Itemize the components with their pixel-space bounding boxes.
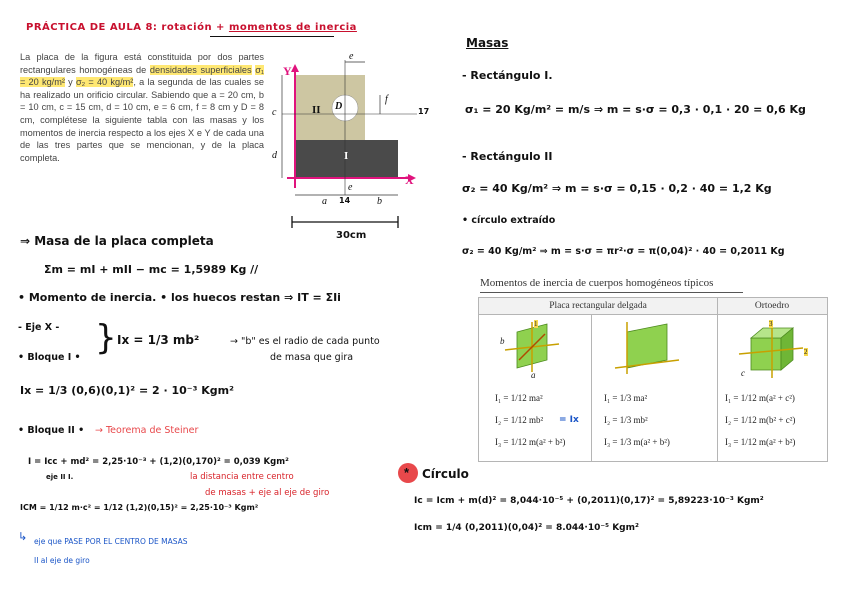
fig-label-x: X	[405, 173, 414, 187]
ortoedro-I3: I₃ = 1/12 m(a² + b²)	[725, 437, 796, 447]
distance-note-2: de masas + eje al eje de giro	[205, 488, 330, 498]
masa-placa-title: ⇒ Masa de la placa completa	[20, 234, 214, 248]
highlight-sigma2: σ₂ = 40 kg/m²	[75, 77, 134, 88]
title-underline	[210, 36, 334, 37]
fig-label-e-bot: e	[348, 182, 353, 193]
brace-icon: }	[95, 318, 117, 358]
table-axis-label-b: b	[500, 336, 505, 346]
table-title: Momentos de inercia de cuerpos homogéneos típicos	[480, 277, 714, 289]
table-axis-label-c: c	[741, 368, 745, 378]
rect1-label: - Rectángulo I.	[462, 69, 553, 82]
blue-note-1: eje que PASE POR EL CENTRO DE MASAS	[34, 537, 188, 546]
plate-edge-I1: I₁ = 1/3 ma²	[604, 393, 648, 403]
fig-label-a: a	[322, 196, 327, 207]
circ-equation: σ₂ = 40 Kg/m² ⇒ m = s·σ = πr²·σ = π(0,04)² · 40 = 0,2011 Kg	[462, 246, 785, 257]
fig-label-II: II	[312, 104, 321, 116]
eje-x-label: - Eje X -	[18, 322, 60, 333]
ortoedro-I2: I₂ = 1/12 m(b² + c²)	[725, 415, 796, 425]
ortoedro-I1: I₁ = 1/12 m(a² + c²)	[725, 393, 795, 403]
fig-label-b: b	[377, 196, 382, 207]
fig-label-f: f	[385, 94, 388, 105]
plate-edge-I3: I₃ = 1/3 m(a² + b²)	[604, 437, 670, 447]
rect2-equation: σ₂ = 40 Kg/m² ⇒ m = s·σ = 0,15 · 0,2 · 40 = 1,2 Kg	[462, 182, 772, 195]
circulo-title: Círculo	[422, 467, 469, 481]
title-part-b: momentos de inercia	[228, 22, 357, 33]
distance-note-1: la distancia entre centro	[190, 472, 294, 482]
plate-edge-I2: I₂ = 1/3 mb²	[604, 415, 648, 425]
circulo-equation-1: Ic = Icm + m(d)² = 8,044·10⁻⁵ + (0,2011)(0,17)² = 5,89223·10⁻³ Kgm²	[414, 496, 764, 506]
y-axis-arrow-icon	[291, 64, 299, 72]
steiner-subnote: eje II I.	[46, 473, 74, 481]
plate-center-I2-note: = Ix	[559, 415, 579, 425]
plate-edge-icon	[605, 320, 695, 380]
circulo-equation-2: Icm = 1/4 (0,2011)(0,04)² = 8.044·10⁻⁵ Kgm²	[414, 523, 639, 533]
fig-label-c: c	[272, 107, 277, 118]
table-axis-label-2: 2	[804, 348, 808, 356]
steiner-label: → Teorema de Steiner	[95, 425, 199, 436]
title-part-a: PRÁCTICA DE AULA 8: rotación +	[26, 22, 225, 33]
fig-label-d: d	[272, 150, 277, 161]
plate-figure	[262, 50, 440, 250]
highlight-densidades: densidades superficiales	[149, 64, 252, 75]
highlight-sigma1: σ₁ = 20 kg/m²	[20, 64, 264, 88]
problem-text-4: , a la segunda de las cuales se ha realizado un orificio circular. Sabiendo que a = 20 cm, b = 10 cm, c = 15 cm, d = 10 cm, e = 6 cm, f = 8 cm y D = 8 cm, complétese la siguiente tabla con las masas y los momentos de inercia respecto a los ejes X e Y de cada una de las tres partes que se mencionan, y de la placa completa.	[20, 77, 265, 163]
fig-label-14: 14	[339, 196, 351, 205]
blue-arrow-icon: ↳	[18, 530, 28, 543]
masa-placa-equation: Σm = mI + mII − mc = 1,5989 Kg //	[44, 263, 259, 276]
bloque2-label: • Bloque II •	[18, 425, 85, 436]
fig-label-e-top: e	[349, 51, 354, 62]
badge-star-icon: *	[404, 465, 410, 480]
ix-note-2: de masa que gira	[270, 352, 354, 363]
plate-center-I1: I₁ = 1/12 ma²	[495, 393, 543, 403]
icm-equation: ICM = 1/12 m·c² = 1/12 (1,2)(0,15)² = 2,25·10⁻³ Kgm²	[20, 503, 259, 512]
ix-result: Ix = 1/3 (0,6)(0,1)² = 2 · 10⁻³ Kgm²	[20, 384, 234, 397]
rect2-label: - Rectángulo II	[462, 150, 553, 163]
fig-label-y: Y	[283, 64, 292, 78]
rect1-equation: σ₁ = 20 Kg/m² = m/s ⇒ m = s·σ = 0,3 · 0,1 · 20 = 0,6 Kg	[465, 103, 806, 116]
inertia-table	[478, 297, 828, 462]
problem-statement	[20, 51, 264, 164]
circ-label: • círculo extraído	[462, 215, 556, 226]
ix-formula: Ix = 1/3 mb²	[117, 333, 200, 347]
table-axis-label-3: 3	[769, 320, 773, 328]
fig-label-D: D	[335, 101, 343, 112]
blue-note-2: II al eje de giro	[34, 556, 90, 565]
bloque1-label: • Bloque I •	[18, 352, 81, 363]
circle-badge	[398, 463, 418, 483]
problem-text-3: y	[64, 77, 76, 88]
ix-note-1: → "b" es el radio de cada punto	[230, 336, 380, 347]
plate-center-icon	[497, 320, 577, 380]
plate-center-I2: I₂ = 1/12 mb²	[495, 415, 544, 425]
table-axis-label-1: 1	[534, 320, 538, 328]
masas-title: Masas	[466, 36, 509, 50]
fig-label-I: I	[344, 150, 349, 162]
col-header-placa: Placa rectangular delgada	[479, 298, 717, 315]
plate-center-I3: I₃ = 1/12 m(a² + b²)	[495, 437, 566, 447]
table-divider-1	[591, 315, 592, 461]
momento-inercia-title: • Momento de inercia. • los huecos restan ⇒ IT = ΣIi	[18, 291, 341, 304]
page-title	[26, 22, 357, 33]
table-divider-2	[717, 298, 718, 461]
problem-text-1: La placa de la figura está constituida por dos partes rectangulares homogéneas de	[20, 52, 264, 75]
col-header-ortoedro: Ortoedro	[717, 298, 827, 315]
table-title-underline	[480, 292, 743, 293]
fig-label-17: 17	[418, 107, 430, 116]
steiner-equation: I = Icc + md² = 2,25·10⁻³ + (1,2)(0,170)² = 0,039 Kgm²	[28, 457, 289, 467]
fig-label-30cm: 30cm	[336, 230, 367, 241]
table-axis-label-a: a	[531, 370, 536, 380]
